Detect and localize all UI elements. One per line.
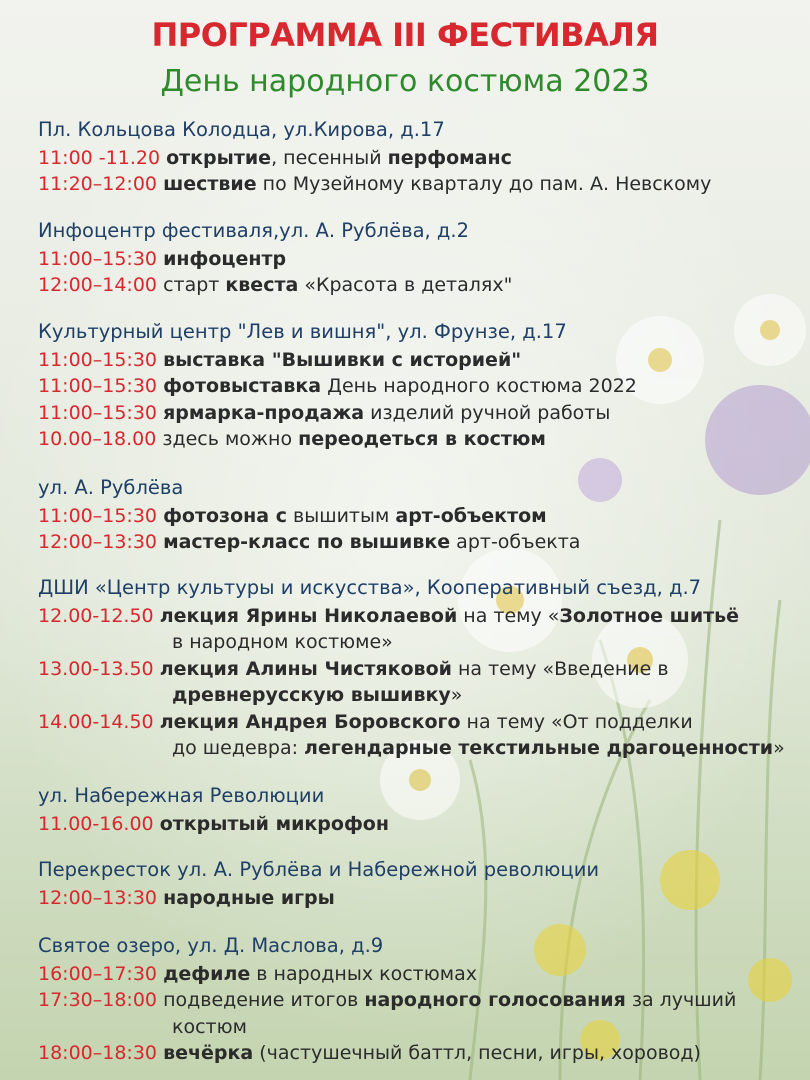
event-text: «Красота в деталях"	[298, 274, 513, 296]
venue-heading: ул. А. Рублёва	[38, 476, 184, 499]
event-text: (частушечный баттл, песни, игры, хоровод)	[253, 1042, 701, 1064]
event-text: по Музейному кварталу до пам. А. Невскому	[256, 173, 712, 195]
event-highlight: Золотное шитьё	[559, 604, 740, 627]
venue-heading: ДШИ «Центр культуры и искусства», Кооперативный съезд, д.7	[38, 576, 702, 599]
event-highlight: перфоманс	[387, 146, 512, 169]
event-time: 11:00–15:30	[38, 348, 158, 371]
event-highlight: переодеться в костюм	[298, 428, 546, 450]
event-highlight: фотовыставка	[163, 375, 322, 397]
event-time: 11.00-16.00	[38, 812, 154, 835]
page-subtitle: День народного костюма 2023	[160, 64, 650, 99]
event-row	[38, 401, 610, 425]
event-highlight: легендарные текстильные драгоценности	[304, 737, 774, 759]
event-highlight: мастер-класс по вышивке	[163, 531, 451, 553]
event-text: старт	[163, 274, 226, 296]
venue-heading: Перекресток ул. А. Рублёва и Набережной революции	[38, 858, 600, 881]
event-time: 11:00–15:30	[38, 375, 158, 397]
event-time: 12.00-12.50	[38, 604, 154, 627]
event-row	[38, 657, 669, 681]
event-highlight: арт-объектом	[395, 504, 547, 527]
event-time: 10.00–18.00	[38, 428, 157, 450]
event-highlight: древнерусскую вышивку	[172, 684, 451, 706]
event-highlight: вечёрка	[163, 1042, 254, 1064]
venue-heading: Святое озеро, ул. Д. Маслова, д.9	[38, 934, 384, 957]
event-highlight: квеста	[225, 274, 299, 296]
event-time: 11:20–12:00	[38, 173, 158, 195]
event-text: арт-объекта	[450, 531, 581, 553]
event-text: за лучший	[625, 989, 737, 1011]
venue-heading: ул. Набережная Революции	[38, 784, 325, 807]
event-time: 17:30–18:00	[38, 989, 158, 1011]
event-row	[38, 812, 389, 836]
event-row	[38, 427, 546, 451]
event-text: , песенный	[271, 146, 388, 169]
event-highlight: ярмарка-продажа	[163, 401, 365, 424]
event-row	[38, 1041, 701, 1065]
event-row	[38, 348, 521, 372]
event-row	[38, 710, 693, 734]
event-text: на тему «Введение в	[451, 657, 669, 680]
event-text: на тему «От подделки	[460, 710, 693, 733]
event-highlight: лекция Андрея Боровского	[159, 710, 461, 733]
event-highlight: народного голосования	[364, 989, 626, 1011]
event-row	[38, 604, 739, 628]
page-title: ПРОГРАММА III ФЕСТИВАЛЯ	[151, 16, 659, 54]
event-time: 18:00–18:30	[38, 1042, 158, 1064]
event-time: 16:00–17:30	[38, 962, 158, 985]
event-time: 11:00 -11.20	[38, 146, 161, 169]
event-row-continuation	[172, 736, 785, 760]
event-highlight: выставка "Вышивки с историей"	[163, 348, 522, 371]
event-highlight: дефиле	[163, 962, 251, 985]
event-text: в народных костюмах	[250, 962, 477, 985]
event-text: День народного костюма 2022	[321, 375, 637, 397]
venue-heading: Пл. Кольцова Колодца, ул.Кирова, д.17	[38, 118, 445, 141]
event-highlight: инфоцентр	[163, 247, 287, 270]
event-text: »	[450, 684, 463, 706]
event-row	[38, 504, 547, 528]
event-row	[38, 146, 512, 170]
event-time: 11:00–15:30	[38, 504, 158, 527]
event-text: изделий ручной работы	[364, 401, 611, 424]
event-text: вышитым	[286, 504, 396, 527]
event-row	[38, 374, 637, 398]
event-row	[38, 172, 711, 196]
event-highlight: открытие	[166, 146, 272, 169]
event-row	[38, 530, 580, 554]
event-time: 11:00–15:30	[38, 247, 158, 270]
event-text: здесь можно	[162, 428, 299, 450]
event-highlight: народные игры	[163, 886, 335, 909]
event-highlight: фотозона с	[163, 504, 287, 527]
event-time: 11:00–15:30	[38, 401, 158, 424]
event-highlight: открытый микрофон	[159, 812, 389, 835]
event-row	[38, 988, 736, 1012]
event-text: на тему «	[457, 604, 560, 627]
event-row	[38, 273, 512, 297]
event-text: до шедевра:	[172, 737, 305, 759]
venue-heading: Культурный центр "Лев и вишня", ул. Фрунзе, д.17	[38, 320, 567, 343]
event-text: в народном костюме»	[172, 631, 393, 653]
event-text: подведение итогов	[163, 989, 365, 1011]
event-time: 14.00-14.50	[38, 710, 154, 733]
event-highlight: лекция Алины Чистяковой	[159, 657, 452, 680]
event-row-continuation	[172, 683, 462, 707]
event-row-continuation	[172, 630, 393, 654]
event-text: костюм	[172, 1015, 247, 1038]
event-highlight: лекция Ярины Николаевой	[159, 604, 458, 627]
event-row-continuation	[172, 1015, 247, 1039]
event-time: 12:00–14:00	[38, 274, 158, 296]
event-text: »	[773, 737, 785, 759]
event-time: 12:00–13:30	[38, 531, 158, 553]
event-time: 13.00-13.50	[38, 657, 154, 680]
event-time: 12:00–13:30	[38, 886, 158, 909]
event-highlight: шествие	[163, 173, 257, 195]
event-row	[38, 247, 286, 271]
event-row	[38, 886, 335, 910]
venue-heading: Инфоцентр фестиваля,ул. А. Рублёва, д.2	[38, 219, 469, 242]
event-row	[38, 962, 477, 986]
